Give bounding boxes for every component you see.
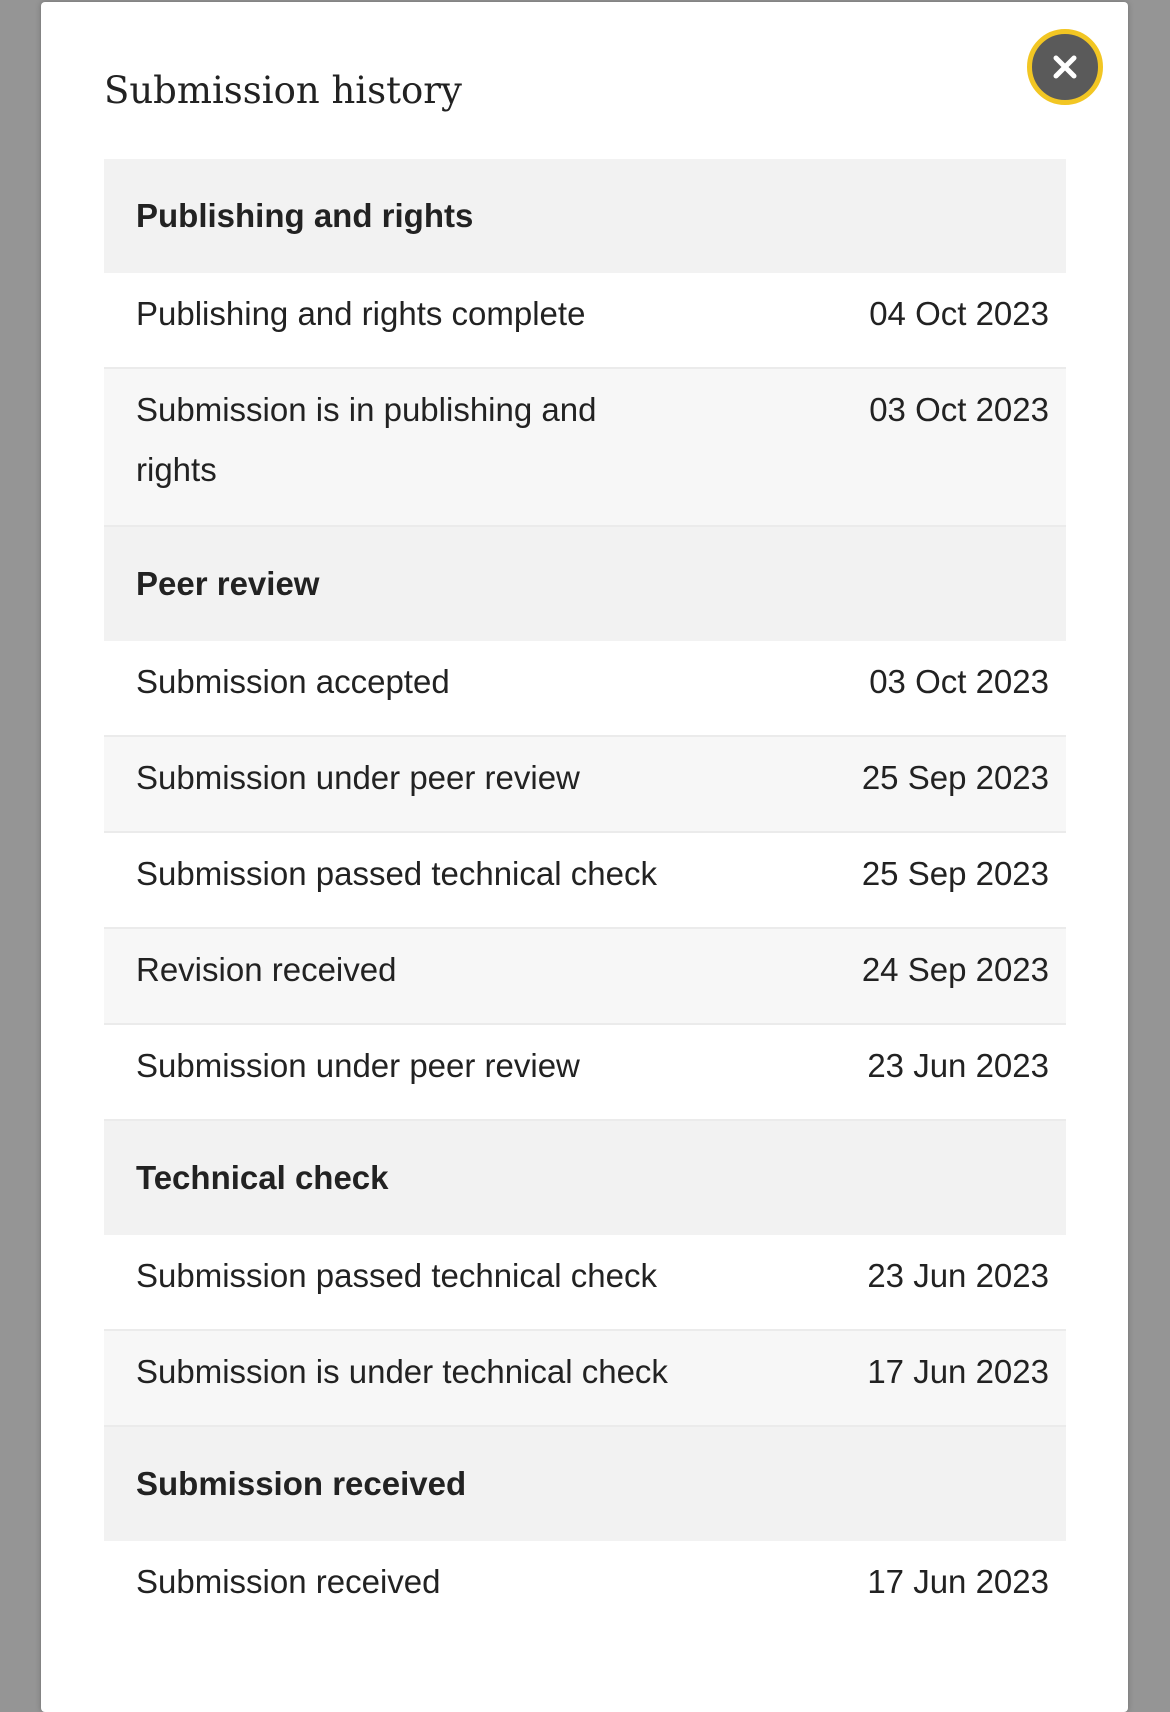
group-header-peer-review xyxy=(104,527,1066,641)
event-date: 23 Jun 2023 xyxy=(867,1257,1049,1294)
history-row xyxy=(104,1235,1066,1331)
history-table xyxy=(104,159,1066,1637)
close-button[interactable] xyxy=(1027,29,1103,105)
event-date: 25 Sep 2023 xyxy=(861,759,1049,796)
history-row xyxy=(104,929,1066,1025)
event-label: Submission passed technical check xyxy=(136,1257,657,1294)
event-label: Submission under peer review xyxy=(136,759,580,796)
group-header-submission-received xyxy=(104,1427,1066,1541)
group-header-technical-check xyxy=(104,1121,1066,1235)
event-label: Publishing and rights complete xyxy=(136,295,586,332)
event-date: 04 Oct 2023 xyxy=(869,295,1049,332)
event-label: Submission under peer review xyxy=(136,1047,580,1084)
event-label: Submission accepted xyxy=(136,663,450,700)
history-row xyxy=(104,1541,1066,1637)
history-row xyxy=(104,273,1066,369)
modal-title: Submission history xyxy=(104,69,462,112)
group-title: Submission received xyxy=(136,1465,467,1502)
group-header-publishing-and-rights xyxy=(104,159,1066,273)
group-title: Peer review xyxy=(136,565,320,602)
history-row xyxy=(104,369,1066,527)
history-row xyxy=(104,1025,1066,1121)
event-label: Submission received xyxy=(136,1563,441,1600)
event-date: 24 Sep 2023 xyxy=(861,951,1049,988)
history-row xyxy=(104,833,1066,929)
event-date: 03 Oct 2023 xyxy=(869,391,1049,428)
event-date: 17 Jun 2023 xyxy=(867,1353,1049,1390)
history-row xyxy=(104,1331,1066,1427)
event-date: 25 Sep 2023 xyxy=(861,855,1049,892)
event-date: 17 Jun 2023 xyxy=(867,1563,1049,1600)
submission-history-modal xyxy=(41,2,1128,1712)
event-label: Revision received xyxy=(136,951,397,988)
event-date: 23 Jun 2023 xyxy=(867,1047,1049,1084)
event-date: 03 Oct 2023 xyxy=(869,663,1049,700)
event-label: Submission is in publishing and rights xyxy=(136,391,597,488)
event-label: Submission passed technical check xyxy=(136,855,657,892)
group-title: Publishing and rights xyxy=(136,197,474,234)
group-title: Technical check xyxy=(136,1159,389,1196)
history-row xyxy=(104,737,1066,833)
event-label: Submission is under technical check xyxy=(136,1353,668,1390)
history-row xyxy=(104,641,1066,737)
close-icon xyxy=(1051,53,1079,81)
